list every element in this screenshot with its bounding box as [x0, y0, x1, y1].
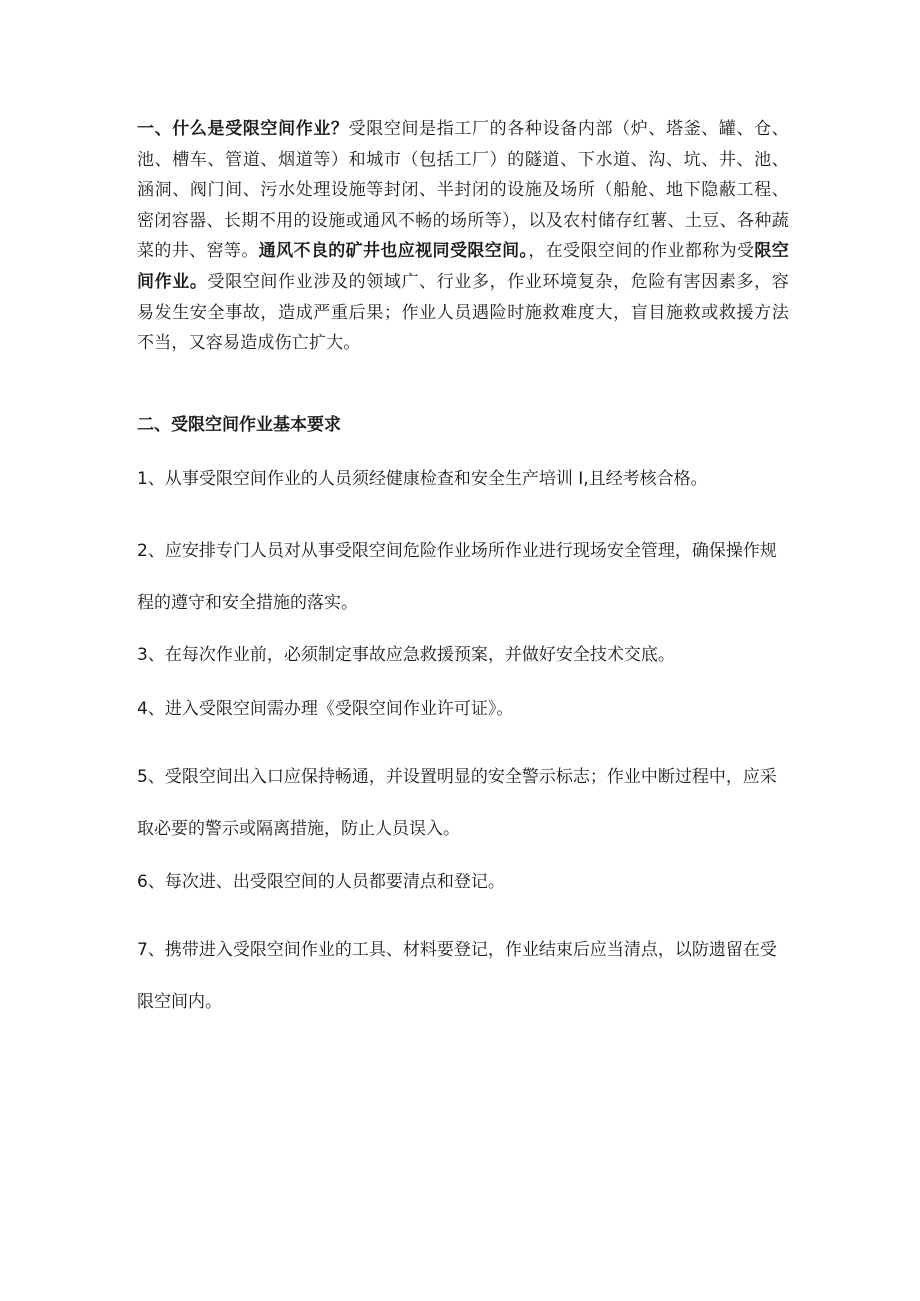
intro-text-part3: 受限空间作业涉及的领域广、行业多，作业环境复杂，危险有害因素多，容易发生安全事故，造成严重后果；作业人员遇险时施救难度大，盲目施救或救援方法不当，又容易造成伤亡扩大。 — [137, 271, 789, 354]
requirement-item-6: 6、每次进、出受限空间的人员都要清点和登记。 — [137, 872, 505, 892]
document-page — [137, 114, 790, 1012]
intro-heading: 一、什么是受限空间作业？ — [137, 119, 349, 139]
section2-title: 二、受限空间作业基本要求 — [137, 415, 341, 435]
intro-text-part2: ，在受限空间的作业都称为受 — [528, 241, 755, 262]
requirement-item-7: 7、携带进入受限空间作业的工具、材料要登记，作业结束后应当清点，以防遗留在受限空间内。 — [137, 940, 777, 1012]
requirement-item-3: 3、在每次作业前，必须制定事故应急救援预案，并做好安全技术交底。 — [137, 645, 675, 665]
intro-paragraph — [137, 114, 789, 359]
requirement-item-2: 2、应安排专门人员对从事受限空间危险作业场所作业进行现场安全管理，确保操作规程的遵守和安全措施的落实。 — [137, 541, 777, 613]
requirement-item-1: 1、从事受限空间作业的人员须经健康检查和安全生产培训 I,且经考核合格。 — [137, 469, 708, 489]
intro-bold-term: 限空间作业。 — [137, 241, 789, 292]
requirement-item-4: 4、进入受限空间需办理《受限空间作业许可证》。 — [137, 699, 514, 719]
intro-text-part1: 受限空间是指工厂的各种设备内部（炉、塔釜、罐、仓、池、槽车、管道、烟道等）和城市（包括工厂）的隧道、下水道、沟、坑、井、池、涵洞、阀门间、污水处理设施等封闭、半封闭的设施及场所（船舱、地下隐蔽工程、密闭容器、长期不用的设施或通风不畅的场所等），以及农村储存红薯、土豆、各种蔬菜的井、窖等。 — [137, 119, 790, 262]
requirement-item-5: 5、受限空间出入口应保持畅通，并设置明显的安全警示标志；作业中断过程中，应采取必要的警示或隔离措施，防止人员误入。 — [137, 767, 777, 839]
intro-bold-part: 通风不良的矿井也应视同受限空间。 — [258, 241, 529, 262]
